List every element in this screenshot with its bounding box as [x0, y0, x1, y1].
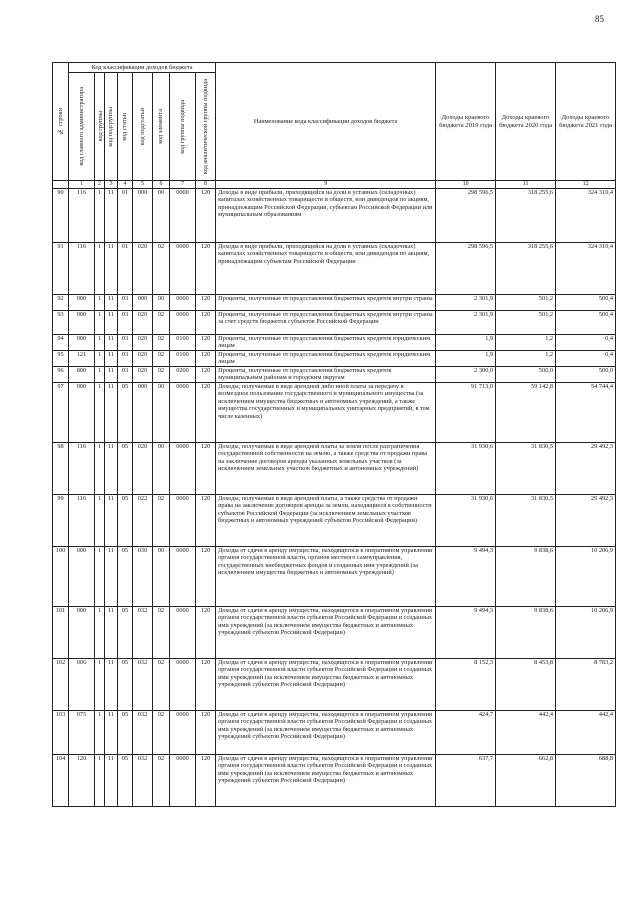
revenue-amount-cell: 298 596,5 — [436, 189, 496, 243]
code-cell: 120 — [69, 755, 95, 807]
revenue-amount-cell: 1,9 — [436, 335, 496, 351]
revenue-amount-cell: 688,8 — [556, 755, 616, 807]
code-cell: 0200 — [170, 367, 196, 383]
code-cell: 120 — [196, 295, 216, 311]
table-row — [53, 755, 616, 807]
row-number-cell: 96 — [53, 367, 69, 383]
revenue-amount-cell: 637,7 — [436, 755, 496, 807]
code-cell: 0000 — [170, 383, 196, 443]
revenue-amount-cell: 318 255,6 — [496, 243, 556, 295]
revenue-name-cell: Доходы от сдачи в аренду имущества, находящегося в оперативном управлении органов государственной власти субъектов Российской Федерации и созданных ими учреждений (за исключением имущества бюджетных и автономных учреждений субъектов Российской Федерации) — [216, 755, 436, 807]
code-cell: 006 — [69, 659, 95, 711]
revenue-name-cell: Доходы, получаемые в виде арендной платы, а также средства от продажи права на заключение договоров аренды за земли, находящиеся в собственности субъектов Российской Федерации (за исключением земельных участков бюджетных и автономных учреждений субъектов Российской Федерации) — [216, 495, 436, 547]
code-cell: 000 — [69, 311, 95, 335]
code-cell: 020 — [133, 311, 153, 335]
row-number-cell: 91 — [53, 243, 69, 295]
code-cell: 11 — [105, 755, 118, 807]
code-cell: 00 — [153, 189, 170, 243]
table-row — [53, 189, 616, 243]
revenue-name-cell: Доходы, получаемые в виде арендной платы за земли после разграничения государственной собственности на землю, а также средства от продажи права на заключение договоров аренды указанных земельных участков (за исключением земельных участков бюджетных и автономных учреждений) — [216, 443, 436, 495]
row-number-cell: 90 — [53, 189, 69, 243]
code-cell: 116 — [69, 443, 95, 495]
code-cell: 02 — [153, 495, 170, 547]
revenue-name-cell: Проценты, полученные от предоставления бюджетных кредитов юридическим лицам — [216, 351, 436, 367]
revenue-amount-cell: 9 838,6 — [496, 547, 556, 607]
code-cell: 1 — [95, 189, 105, 243]
code-cell: 020 — [133, 443, 153, 495]
revenue-amount-cell: 1,2 — [496, 335, 556, 351]
code-cell: 11 — [105, 711, 118, 755]
code-cell: 11 — [105, 367, 118, 383]
revenue-amount-cell: 2 300,0 — [436, 367, 496, 383]
row-number-cell: 100 — [53, 547, 69, 607]
code-cell: 00 — [153, 295, 170, 311]
code-cell: 020 — [133, 335, 153, 351]
code-cell: 022 — [133, 495, 153, 547]
column-index-cell: 1 — [69, 181, 95, 189]
revenue-amount-cell: 8 152,3 — [436, 659, 496, 711]
revenue-amount-cell: 2 301,9 — [436, 311, 496, 335]
revenue-amount-cell: 8 453,8 — [496, 659, 556, 711]
code-cell: 05 — [118, 547, 133, 607]
revenue-amount-cell: 1,9 — [436, 351, 496, 367]
code-cell: 03 — [118, 311, 133, 335]
code-cell: 120 — [196, 335, 216, 351]
code-cell: 02 — [153, 335, 170, 351]
code-cell: 0000 — [170, 659, 196, 711]
code-cell: 000 — [69, 295, 95, 311]
revenue-name-cell: Доходы от сдачи в аренду имущества, находящегося в оперативном управлении органов государственной власти субъектов Российской Федерации и созданных ими учреждений (за исключением имущества бюджетных и автономных учреждений субъектов Российской Федерации) — [216, 711, 436, 755]
code-column-header: код статьи — [118, 73, 133, 181]
code-column-header: код группы подвида — [170, 73, 196, 181]
revenue-amount-cell: 31 930,6 — [436, 495, 496, 547]
revenue-amount-cell: 662,8 — [496, 755, 556, 807]
index-cell-blank — [53, 181, 69, 189]
column-index-cell: 5 — [133, 181, 153, 189]
code-cell: 800 — [69, 367, 95, 383]
revenue-name-cell: Проценты, полученные от предоставления бюджетных кредитов внутри страны за счет средств бюджетов субъектов Российской Федерации — [216, 311, 436, 335]
row-number-cell: 103 — [53, 711, 69, 755]
code-column-header: код аналитической группы подвида — [196, 73, 216, 181]
code-cell: 120 — [196, 243, 216, 295]
row-number-cell: 92 — [53, 295, 69, 311]
row-number-cell: 104 — [53, 755, 69, 807]
code-cell: 0000 — [170, 495, 196, 547]
revenue-amount-cell: 318 255,6 — [496, 189, 556, 243]
column-index-cell: 3 — [105, 181, 118, 189]
code-cell: 11 — [105, 243, 118, 295]
code-cell: 05 — [118, 383, 133, 443]
revenue-2021-header: Доходы краевого бюджета 2021 года — [556, 63, 616, 181]
code-cell: 000 — [133, 189, 153, 243]
revenue-amount-cell: 500,0 — [496, 367, 556, 383]
code-cell: 120 — [196, 711, 216, 755]
column-index-cell: 12 — [556, 181, 616, 189]
code-cell: 000 — [133, 383, 153, 443]
column-index-cell: 4 — [118, 181, 133, 189]
revenue-amount-cell: 59 142,8 — [496, 383, 556, 443]
code-cell: 0000 — [170, 755, 196, 807]
code-cell: 120 — [196, 755, 216, 807]
code-cell: 11 — [105, 659, 118, 711]
code-cell: 05 — [118, 659, 133, 711]
revenue-amount-cell: 0,4 — [556, 351, 616, 367]
revenue-amount-cell: 500,4 — [556, 295, 616, 311]
code-cell: 11 — [105, 295, 118, 311]
revenue-amount-cell: 324 310,4 — [556, 243, 616, 295]
classification-group-header: Код классификации доходов бюджета — [69, 63, 216, 73]
code-cell: 05 — [118, 755, 133, 807]
code-cell: 0000 — [170, 443, 196, 495]
table-row — [53, 383, 616, 443]
revenue-amount-cell: 324 310,4 — [556, 189, 616, 243]
code-cell: 1 — [95, 335, 105, 351]
code-column-header: код подстатьи — [133, 73, 153, 181]
code-cell: 11 — [105, 189, 118, 243]
revenue-name-cell: Доходы в виде прибыли, приходящейся на доли в уставных (складочных) капиталах хозяйственных товариществ и обществ, или дивидендов по акциям, принадлежащим субъектам Российской Федерации — [216, 243, 436, 295]
code-cell: 032 — [133, 711, 153, 755]
code-cell: 03 — [118, 351, 133, 367]
row-number-cell: 97 — [53, 383, 69, 443]
revenue-amount-cell: 31 830,5 — [496, 495, 556, 547]
revenue-amount-cell: 29 492,3 — [556, 443, 616, 495]
revenue-amount-cell: 8 783,2 — [556, 659, 616, 711]
code-cell: 02 — [153, 243, 170, 295]
code-cell: 05 — [118, 607, 133, 659]
revenue-amount-cell: 54 744,4 — [556, 383, 616, 443]
code-cell: 120 — [196, 547, 216, 607]
code-cell: 02 — [153, 311, 170, 335]
revenue-name-cell: Доходы от сдачи в аренду имущества, находящегося в оперативном управлении органов государственной власти, органов местного самоуправления, государственных внебюджетных фондов и созданных ими учреждений (за исключением имущества бюджетных и автономных учреждений) — [216, 547, 436, 607]
column-index-cell: 7 — [170, 181, 196, 189]
code-cell: 120 — [196, 351, 216, 367]
name-column-header: Наименование кода классификации доходов бюджета — [216, 63, 436, 181]
code-cell: 1 — [95, 383, 105, 443]
code-cell: 075 — [69, 711, 95, 755]
code-cell: 1 — [95, 547, 105, 607]
code-cell: 01 — [118, 189, 133, 243]
code-cell: 11 — [105, 495, 118, 547]
table-row — [53, 351, 616, 367]
code-cell: 05 — [118, 711, 133, 755]
row-number-cell: 94 — [53, 335, 69, 351]
code-cell: 0000 — [170, 311, 196, 335]
code-cell: 032 — [133, 755, 153, 807]
column-index-cell: 8 — [196, 181, 216, 189]
revenue-amount-cell: 31 830,5 — [496, 443, 556, 495]
row-number-cell: 95 — [53, 351, 69, 367]
code-cell: 02 — [153, 607, 170, 659]
code-cell: 0000 — [170, 547, 196, 607]
revenue-amount-cell: 31 930,6 — [436, 443, 496, 495]
row-number-cell: 102 — [53, 659, 69, 711]
column-index-cell: 2 — [95, 181, 105, 189]
column-index-cell: 10 — [436, 181, 496, 189]
revenue-amount-cell: 1,2 — [496, 351, 556, 367]
revenue-amount-cell: 2 301,9 — [436, 295, 496, 311]
column-index-cell: 11 — [496, 181, 556, 189]
code-cell: 1 — [95, 607, 105, 659]
code-cell: 0000 — [170, 711, 196, 755]
code-cell: 120 — [196, 189, 216, 243]
code-cell: 120 — [196, 607, 216, 659]
code-cell: 121 — [69, 351, 95, 367]
code-cell: 120 — [196, 495, 216, 547]
code-cell: 116 — [69, 189, 95, 243]
budget-revenue-table — [52, 62, 616, 807]
code-cell: 120 — [196, 443, 216, 495]
code-cell: 03 — [118, 295, 133, 311]
code-cell: 032 — [133, 659, 153, 711]
code-cell: 1 — [95, 243, 105, 295]
revenue-amount-cell: 298 596,5 — [436, 243, 496, 295]
table-row — [53, 495, 616, 547]
code-cell: 0000 — [170, 607, 196, 659]
code-cell: 000 — [69, 607, 95, 659]
code-cell: 1 — [95, 495, 105, 547]
revenue-amount-cell: 10 206,9 — [556, 607, 616, 659]
revenue-amount-cell: 500,4 — [556, 311, 616, 335]
code-cell: 11 — [105, 547, 118, 607]
code-cell: 0000 — [170, 295, 196, 311]
code-cell: 116 — [69, 495, 95, 547]
code-cell: 116 — [69, 243, 95, 295]
code-cell: 01 — [118, 243, 133, 295]
table-row — [53, 243, 616, 295]
revenue-amount-cell: 91 713,0 — [436, 383, 496, 443]
table-row — [53, 547, 616, 607]
code-cell: 120 — [196, 367, 216, 383]
revenue-amount-cell: 501,2 — [496, 295, 556, 311]
revenue-amount-cell: 500,0 — [556, 367, 616, 383]
code-cell: 1 — [95, 351, 105, 367]
table-row — [53, 335, 616, 351]
code-cell: 1 — [95, 755, 105, 807]
code-cell: 032 — [133, 607, 153, 659]
row-number-cell: 98 — [53, 443, 69, 495]
code-cell: 02 — [153, 755, 170, 807]
code-cell: 00 — [153, 383, 170, 443]
code-cell: 1 — [95, 311, 105, 335]
code-cell: 11 — [105, 311, 118, 335]
code-column-header: код главного администратора — [69, 73, 95, 181]
code-cell: 03 — [118, 367, 133, 383]
code-cell: 11 — [105, 351, 118, 367]
code-cell: 0100 — [170, 335, 196, 351]
code-cell: 11 — [105, 335, 118, 351]
row-number-cell: 99 — [53, 495, 69, 547]
revenue-name-cell: Доходы, получаемые в виде арендной либо иной платы за передачу в возмездное пользование государственного и муниципального имущества (за исключением имущества бюджетных и автономных учреждений, а также имущества государственных и муниципальных унитарных предприятий, в том числе казенных) — [216, 383, 436, 443]
code-cell: 02 — [153, 711, 170, 755]
page-number: 85 — [595, 14, 604, 24]
code-cell: 120 — [196, 659, 216, 711]
table-row — [53, 311, 616, 335]
code-cell: 1 — [95, 443, 105, 495]
code-column-header: код группы — [95, 73, 105, 181]
table-row — [53, 295, 616, 311]
code-cell: 000 — [69, 335, 95, 351]
revenue-name-cell: Доходы от сдачи в аренду имущества, находящегося в оперативном управлении органов государственной власти субъектов Российской Федерации и созданных ими учреждений (за исключением имущества бюджетных и автономных учреждений субъектов Российской Федерации) — [216, 659, 436, 711]
code-cell: 00 — [153, 443, 170, 495]
revenue-name-cell: Доходы от сдачи в аренду имущества, находящегося в оперативном управлении органов государственной власти субъектов Российской Федерации и созданных ими учреждений (за исключением имущества бюджетных и автономных учреждений субъектов Российской Федерации) — [216, 607, 436, 659]
code-cell: 000 — [69, 383, 95, 443]
code-cell: 00 — [153, 547, 170, 607]
code-cell: 1 — [95, 295, 105, 311]
revenue-amount-cell: 424,7 — [436, 711, 496, 755]
table-row — [53, 367, 616, 383]
revenue-amount-cell: 442,4 — [556, 711, 616, 755]
code-cell: 03 — [118, 335, 133, 351]
row-number-header: № строки — [53, 63, 69, 181]
code-cell: 05 — [118, 495, 133, 547]
row-number-cell: 93 — [53, 311, 69, 335]
code-cell: 120 — [196, 383, 216, 443]
table-row — [53, 443, 616, 495]
code-cell: 020 — [133, 367, 153, 383]
revenue-amount-cell: 0,4 — [556, 335, 616, 351]
code-cell: 02 — [153, 367, 170, 383]
revenue-amount-cell: 442,4 — [496, 711, 556, 755]
code-cell: 000 — [133, 295, 153, 311]
row-number-cell: 101 — [53, 607, 69, 659]
revenue-2019-header: Доходы краевого бюджета 2019 года — [436, 63, 496, 181]
table-row — [53, 607, 616, 659]
code-cell: 02 — [153, 351, 170, 367]
revenue-name-cell: Проценты, полученные от предоставления бюджетных кредитов внутри страны — [216, 295, 436, 311]
code-cell: 11 — [105, 383, 118, 443]
revenue-2020-header: Доходы краевого бюджета 2020 года — [496, 63, 556, 181]
revenue-name-cell: Проценты, полученные от предоставления бюджетных кредитов муниципальным районам и городским округам — [216, 367, 436, 383]
revenue-amount-cell: 9 838,6 — [496, 607, 556, 659]
table-row — [53, 659, 616, 711]
code-cell: 05 — [118, 443, 133, 495]
revenue-name-cell: Проценты, полученные от предоставления бюджетных кредитов юридическим лицам — [216, 335, 436, 351]
code-cell: 020 — [133, 351, 153, 367]
code-cell: 1 — [95, 711, 105, 755]
code-cell: 1 — [95, 367, 105, 383]
code-cell: 0000 — [170, 189, 196, 243]
revenue-amount-cell: 501,2 — [496, 311, 556, 335]
column-index-cell: 9 — [216, 181, 436, 189]
revenue-amount-cell: 9 494,3 — [436, 607, 496, 659]
code-cell: 030 — [133, 547, 153, 607]
code-cell: 120 — [196, 311, 216, 335]
revenue-amount-cell: 10 206,9 — [556, 547, 616, 607]
revenue-amount-cell: 29 492,3 — [556, 495, 616, 547]
code-cell: 1 — [95, 659, 105, 711]
column-index-cell: 6 — [153, 181, 170, 189]
code-cell: 000 — [69, 547, 95, 607]
code-cell: 020 — [133, 243, 153, 295]
table-row — [53, 711, 616, 755]
code-column-header: код подгруппы — [105, 73, 118, 181]
code-cell: 11 — [105, 607, 118, 659]
code-column-header: код элемента — [153, 73, 170, 181]
code-cell: 11 — [105, 443, 118, 495]
code-cell: 0100 — [170, 351, 196, 367]
code-cell: 02 — [153, 659, 170, 711]
code-cell: 0000 — [170, 243, 196, 295]
revenue-name-cell: Доходы в виде прибыли, приходящейся на доли в уставных (складочных) капиталах хозяйственных товариществ и обществ, или дивидендов по акциям, принадлежащим Российской Федерации, субъектам Российской Федерации или муниципальным образованиям — [216, 189, 436, 243]
revenue-amount-cell: 9 494,3 — [436, 547, 496, 607]
